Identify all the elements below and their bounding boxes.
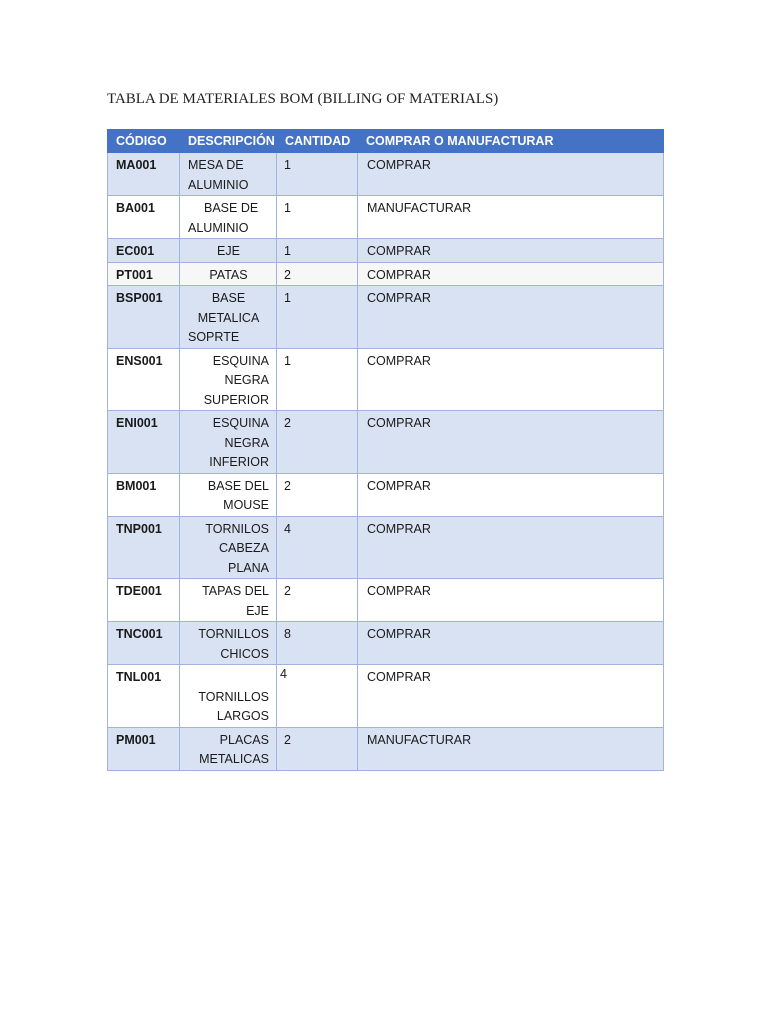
row-description-line: SUPERIOR xyxy=(203,392,269,407)
row-quantity: 2 xyxy=(277,262,358,286)
row-description-line: EJE xyxy=(217,244,240,258)
table-row xyxy=(108,348,664,411)
row-description-line: METALICAS xyxy=(199,752,269,766)
row-description-line: TORNILOS xyxy=(205,521,269,536)
row-code: ENI001 xyxy=(108,411,180,474)
table-row xyxy=(108,196,664,239)
row-action: COMPRAR xyxy=(358,411,664,474)
row-description xyxy=(180,622,277,665)
row-description xyxy=(180,727,277,770)
row-description xyxy=(180,262,277,286)
row-action: COMPRAR xyxy=(358,286,664,349)
row-quantity: 1 xyxy=(277,196,358,239)
table-header-row xyxy=(108,130,664,153)
row-quantity: 8 xyxy=(277,622,358,665)
row-description-line: ALUMINIO xyxy=(188,177,249,192)
row-code: TNC001 xyxy=(108,622,180,665)
row-code: BM001 xyxy=(108,473,180,516)
row-description-line: ESQUINA xyxy=(212,353,269,368)
row-description xyxy=(180,411,277,474)
row-description xyxy=(180,153,277,196)
table-row xyxy=(108,473,664,516)
table-row xyxy=(108,727,664,770)
table-row xyxy=(108,665,664,728)
row-description-line: METALICA xyxy=(197,310,260,325)
row-description-line: PLACAS xyxy=(219,732,269,747)
row-code: BSP001 xyxy=(108,286,180,349)
row-description-line: CHICOS xyxy=(220,646,269,661)
header-cantidad: CANTIDAD xyxy=(277,130,358,153)
row-description-line: TAPAS DEL xyxy=(202,584,269,598)
row-code: BA001 xyxy=(108,196,180,239)
row-description xyxy=(180,196,277,239)
row-quantity: 1 xyxy=(277,286,358,349)
row-action: COMPRAR xyxy=(358,262,664,286)
row-description-line: NEGRA xyxy=(224,373,269,387)
row-action: COMPRAR xyxy=(358,622,664,665)
bom-table xyxy=(107,129,664,771)
row-action: COMPRAR xyxy=(358,516,664,579)
row-description-line: MESA DE xyxy=(188,158,244,172)
row-description xyxy=(180,473,277,516)
row-quantity: 4 xyxy=(277,665,358,728)
table-row xyxy=(108,262,664,286)
row-code: EC001 xyxy=(108,239,180,263)
page-title: TABLA DE MATERIALES BOM (BILLING OF MATERIALS) xyxy=(107,91,499,107)
row-description-line: LARGOS xyxy=(216,709,269,723)
row-description-line: EJE xyxy=(246,603,269,618)
row-code: TNL001 xyxy=(108,665,180,728)
row-description xyxy=(180,579,277,622)
row-description-line: NEGRA xyxy=(224,435,269,450)
row-description xyxy=(180,286,277,349)
row-action: COMPRAR xyxy=(358,239,664,263)
row-quantity: 1 xyxy=(277,239,358,263)
row-action: MANUFACTURAR xyxy=(358,727,664,770)
header-descripcion: DESCRIPCIÓN xyxy=(180,130,277,153)
table-row xyxy=(108,153,664,196)
table-row xyxy=(108,411,664,474)
row-quantity: 2 xyxy=(277,579,358,622)
row-code: TNP001 xyxy=(108,516,180,579)
table-row xyxy=(108,579,664,622)
row-action: COMPRAR xyxy=(358,665,664,728)
table-row xyxy=(108,622,664,665)
row-description-line: BASE DE xyxy=(204,201,259,215)
header-codigo: CÓDIGO xyxy=(108,130,180,153)
row-description-line: ESQUINA xyxy=(212,416,269,430)
row-code: MA001 xyxy=(108,153,180,196)
row-description-line: CABEZA xyxy=(218,541,269,555)
row-quantity: 2 xyxy=(277,473,358,516)
row-code: PT001 xyxy=(108,262,180,286)
table-row xyxy=(108,239,664,263)
row-description-line: BASE DEL xyxy=(207,478,269,493)
table-row xyxy=(108,516,664,579)
table-row xyxy=(108,286,664,349)
row-code: TDE001 xyxy=(108,579,180,622)
row-quantity: 1 xyxy=(277,348,358,411)
row-description xyxy=(180,516,277,579)
row-description-line: PLANA xyxy=(228,560,269,575)
row-description-line: PATAS xyxy=(209,267,248,282)
row-quantity: 2 xyxy=(277,411,358,474)
row-description-line: TORNILLOS xyxy=(198,627,269,641)
row-description xyxy=(180,348,277,411)
row-description-line: TORNILLOS xyxy=(198,689,269,704)
row-description-line: INFERIOR xyxy=(209,455,269,469)
row-description xyxy=(180,665,277,728)
row-description-line: ALUMINIO xyxy=(188,220,249,235)
row-code: PM001 xyxy=(108,727,180,770)
row-description-line: MOUSE xyxy=(223,498,269,512)
row-description xyxy=(180,239,277,263)
row-description-line xyxy=(188,668,269,688)
row-action: COMPRAR xyxy=(358,579,664,622)
row-quantity: 2 xyxy=(277,727,358,770)
row-quantity: 1 xyxy=(277,153,358,196)
row-action: MANUFACTURAR xyxy=(358,196,664,239)
row-description-line: BASE xyxy=(211,291,246,305)
header-comprar-o-manufacturar: COMPRAR O MANUFACTURAR xyxy=(358,130,664,153)
row-action: COMPRAR xyxy=(358,348,664,411)
row-description-line: SOPRTE xyxy=(188,330,240,344)
row-quantity: 4 xyxy=(277,516,358,579)
row-action: COMPRAR xyxy=(358,473,664,516)
row-code: ENS001 xyxy=(108,348,180,411)
row-action: COMPRAR xyxy=(358,153,664,196)
